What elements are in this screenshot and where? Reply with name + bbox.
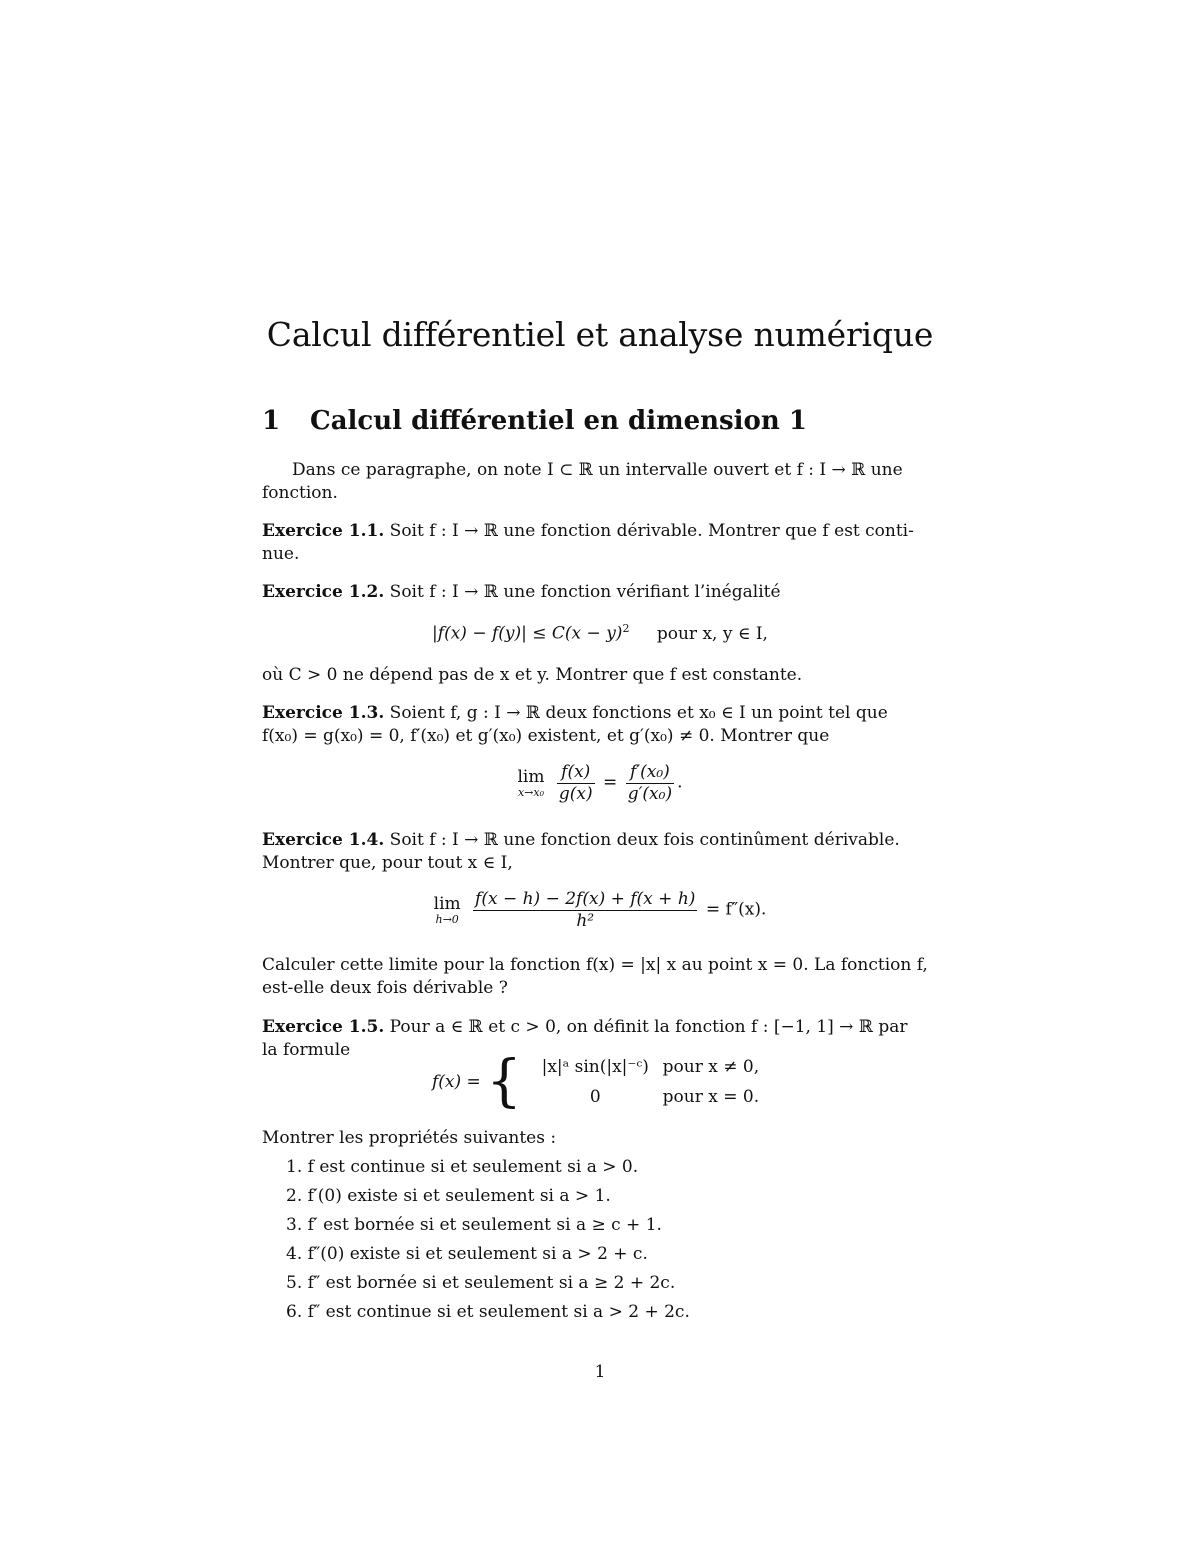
properties-list bbox=[286, 1153, 690, 1327]
limit-operator bbox=[517, 767, 544, 799]
intro-line-1: Dans ce paragraphe, on note I ⊂ ℝ un intervalle ouvert et f : I → ℝ une bbox=[292, 460, 903, 480]
exercise-1-3-line-2: f(x₀) = g(x₀) = 0, f′(x₀) et g′(x₀) existent, et g′(x₀) ≠ 0. Montrer que bbox=[262, 726, 830, 746]
exercise-1-5-line-2: la formule bbox=[262, 1040, 351, 1060]
exercise-1-2-text: Soit f : I → ℝ une fonction vérifiant l’inégalité bbox=[389, 582, 781, 602]
exercise-1-4 bbox=[262, 829, 938, 852]
exercise-1-3-text: Soient f, g : I → ℝ deux fonctions et x₀ ∈ I un point tel que bbox=[389, 703, 888, 723]
exercise-1-4-after-2: est-elle deux fois dérivable ? bbox=[262, 978, 508, 998]
lhs-numerator: f(x) bbox=[557, 762, 595, 784]
properties-intro: Montrer les propriétés suivantes : bbox=[262, 1128, 557, 1148]
exercise-1-5-text: Pour a ∈ ℝ et c > 0, on définit la fonction f : [−1, 1] → ℝ par bbox=[389, 1017, 908, 1037]
rhs-denominator: g′(x₀) bbox=[627, 784, 673, 804]
difference-quotient bbox=[473, 889, 697, 931]
case-condition: pour x = 0. bbox=[662, 1087, 760, 1107]
inequality-expression: |f(x) − f(y)| ≤ C(x − y) bbox=[432, 623, 623, 644]
lim-subscript: x→x₀ bbox=[517, 786, 544, 799]
list-item: 3. f′ est bornée si et seulement si a ≥ c + 1. bbox=[286, 1215, 662, 1235]
equation-second-derivative bbox=[262, 889, 938, 931]
exercise-1-3-label: Exercice 1.3. bbox=[262, 703, 385, 723]
inequality-exponent: 2 bbox=[622, 622, 630, 635]
exercise-1-4-line-2: Montrer que, pour tout x ∈ I, bbox=[262, 853, 513, 873]
equation-lhopital: lim x→x₀ $\frac{f(x)}{g(x)}$ = $\frac{\text{f′(x₀)}}{\text{g′(x₀)}}$ . bbox=[517, 762, 683, 804]
list-item: 2. f′(0) existe si et seulement si a > 1. bbox=[286, 1186, 611, 1206]
exercise-1-4-after-1: Calculer cette limite pour la fonction f(x) = |x| x au point x = 0. La fonction f, bbox=[262, 955, 928, 975]
exercise-1-2 bbox=[262, 581, 938, 604]
section-heading bbox=[262, 406, 807, 436]
case-row bbox=[533, 1082, 759, 1112]
list-item: 5. f″ est bornée si et seulement si a ≥ 2 + 2c. bbox=[286, 1273, 676, 1293]
case-condition: pour x ≠ 0, bbox=[662, 1057, 760, 1077]
cases-table bbox=[533, 1052, 759, 1112]
lim-h-subscript: h→0 bbox=[435, 913, 459, 926]
lim-h-text: lim bbox=[433, 894, 461, 914]
case-value: 0 bbox=[589, 1087, 601, 1107]
exercise-1-5 bbox=[262, 1016, 938, 1039]
difference-denominator: h² bbox=[576, 911, 595, 931]
exercise-1-1-line-2: nue. bbox=[262, 544, 300, 564]
case-value: |x|ᵃ sin(|x|⁻ᶜ) bbox=[541, 1057, 649, 1077]
exercise-1-4-label: Exercice 1.4. bbox=[262, 830, 385, 850]
exercise-1-3 bbox=[262, 702, 938, 725]
left-brace: { bbox=[486, 1049, 522, 1114]
second-derivative-rhs: = f″(x). bbox=[705, 899, 767, 920]
list-item: 4. f″(0) existe si et seulement si a > 2 + c. bbox=[286, 1244, 648, 1264]
difference-numerator: f(x − h) − 2f(x) + f(x + h) bbox=[475, 889, 696, 909]
inequality-condition: pour x, y ∈ I, bbox=[656, 623, 768, 644]
equation-inequality bbox=[262, 622, 938, 644]
document-title: Calcul différentiel et analyse numérique bbox=[266, 315, 934, 354]
exercise-1-1-text: Soit f : I → ℝ une fonction dérivable. Montrer que f est conti- bbox=[389, 521, 914, 541]
piecewise-definition bbox=[432, 1049, 760, 1114]
piecewise-lhs: f(x) = bbox=[432, 1072, 481, 1092]
exercise-1-5-label: Exercice 1.5. bbox=[262, 1017, 385, 1037]
case-row bbox=[533, 1052, 759, 1082]
lhs-denominator: g(x) bbox=[558, 784, 593, 804]
exercise-1-1-label: Exercice 1.1. bbox=[262, 521, 385, 541]
limit-operator-h bbox=[434, 894, 461, 926]
section-number: 1 bbox=[262, 406, 281, 436]
exercise-1-1 bbox=[262, 520, 938, 543]
exercise-1-2-label: Exercice 1.2. bbox=[262, 582, 385, 602]
section-title: Calcul différentiel en dimension 1 bbox=[310, 406, 807, 436]
rhs-fraction bbox=[626, 762, 674, 804]
lim-text: lim bbox=[517, 767, 545, 787]
exercise-1-2-after: où C > 0 ne dépend pas de x et y. Montrer que f est constante. bbox=[262, 665, 803, 685]
list-item: 6. f″ est continue si et seulement si a > 2 + 2c. bbox=[286, 1302, 690, 1322]
lhs-fraction bbox=[557, 762, 595, 804]
exercise-1-4-text: Soit f : I → ℝ une fonction deux fois continûment dérivable. bbox=[389, 830, 900, 850]
list-item: 1. f est continue si et seulement si a > 0. bbox=[286, 1157, 639, 1177]
page-number: 1 bbox=[594, 1362, 606, 1382]
rhs-numerator: f′(x₀) bbox=[626, 762, 674, 784]
intro-line-2: fonction. bbox=[262, 483, 338, 503]
